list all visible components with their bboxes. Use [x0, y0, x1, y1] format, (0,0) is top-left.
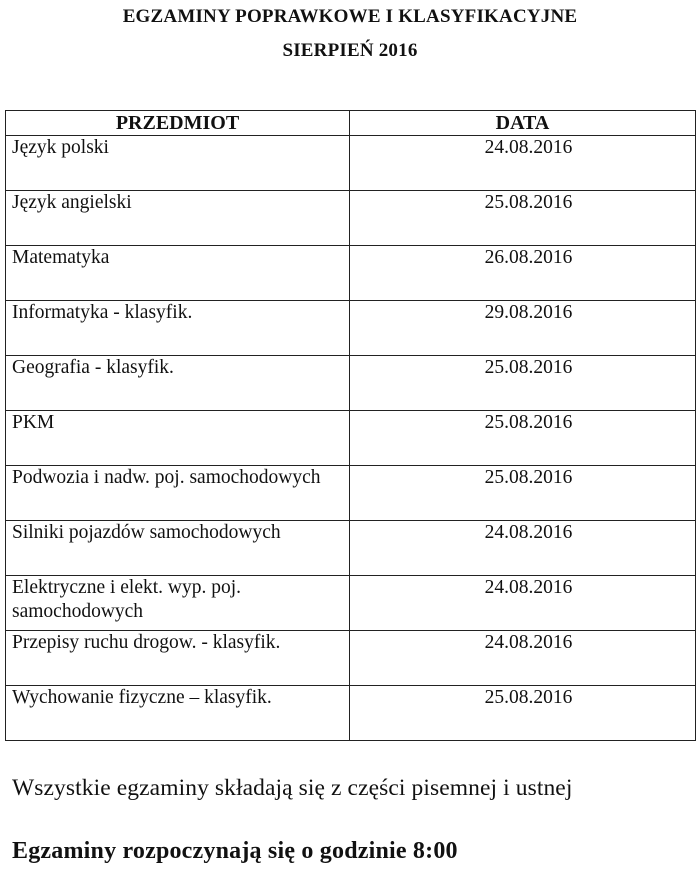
column-header-date: DATA: [350, 111, 696, 136]
date-cell: 25.08.2016: [350, 411, 696, 466]
subject-cell: Geografia - klasyfik.: [6, 356, 350, 411]
document-title: EGZAMINY POPRAWKOWE I KLASYFIKACYJNE: [122, 6, 578, 27]
table-row: [6, 576, 696, 631]
table-row: [6, 136, 696, 191]
subject-cell: Informatyka - klasyfik.: [6, 301, 350, 356]
date-cell: 25.08.2016: [350, 356, 696, 411]
subject-cell: Język angielski: [6, 191, 350, 246]
table-row: [6, 411, 696, 466]
table-row: [6, 191, 696, 246]
table-row: [6, 521, 696, 576]
subject-cell: Język polski: [6, 136, 350, 191]
exam-schedule-table: [5, 110, 696, 741]
table-row: [6, 356, 696, 411]
subject-cell: Elektryczne i elekt. wyp. poj. samochodowych: [6, 576, 350, 631]
date-cell: 26.08.2016: [350, 246, 696, 301]
column-header-subject: PRZEDMIOT: [6, 111, 350, 136]
table-row: [6, 686, 696, 741]
table-row: [6, 631, 696, 686]
date-cell: 24.08.2016: [350, 521, 696, 576]
date-cell: 24.08.2016: [350, 576, 696, 631]
document-subtitle: SIERPIEŃ 2016: [282, 40, 418, 61]
table-header-row: [6, 111, 696, 136]
subject-cell: Matematyka: [6, 246, 350, 301]
date-cell: 25.08.2016: [350, 191, 696, 246]
subject-cell: Podwozia i nadw. poj. samochodowych: [6, 466, 350, 521]
date-cell: 25.08.2016: [350, 686, 696, 741]
date-cell: 25.08.2016: [350, 466, 696, 521]
date-cell: 24.08.2016: [350, 631, 696, 686]
table-row: [6, 301, 696, 356]
table-row: [6, 466, 696, 521]
exam-format-note: Wszystkie egzaminy składają się z części pisemnej i ustnej: [12, 775, 573, 801]
subject-cell: Przepisy ruchu drogow. - klasyfik.: [6, 631, 350, 686]
table-row: [6, 246, 696, 301]
date-cell: 24.08.2016: [350, 136, 696, 191]
subject-cell: Silniki pojazdów samochodowych: [6, 521, 350, 576]
date-cell: 29.08.2016: [350, 301, 696, 356]
subject-cell: PKM: [6, 411, 350, 466]
subject-cell: Wychowanie fizyczne – klasyfik.: [6, 686, 350, 741]
start-time-note: Egzaminy rozpoczynają się o godzinie 8:00: [12, 838, 458, 864]
